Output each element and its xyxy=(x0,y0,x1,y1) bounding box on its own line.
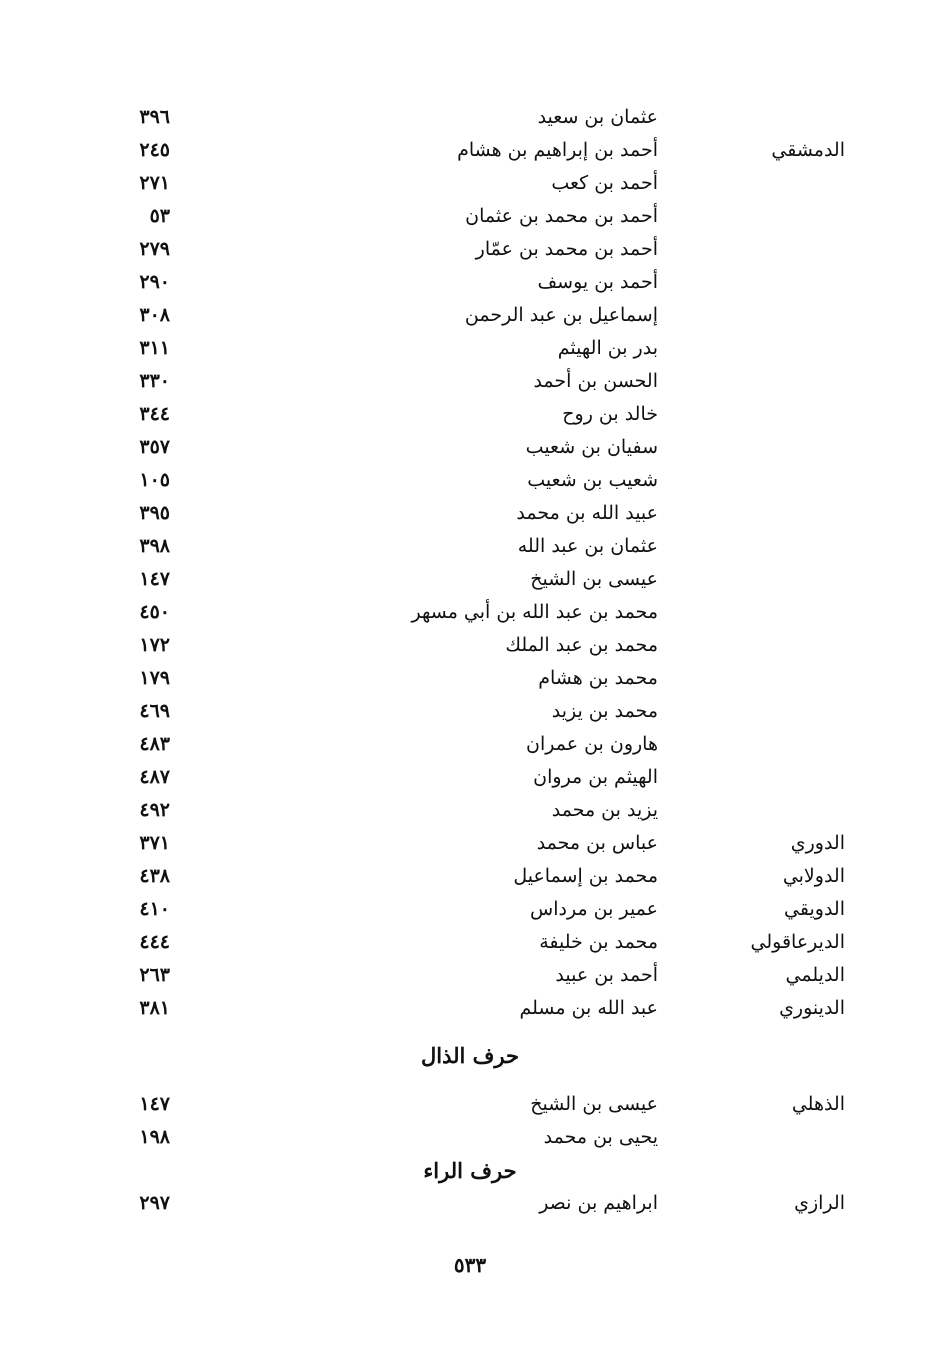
entry-name: محمد بن يزيد xyxy=(551,700,658,722)
index-entry xyxy=(0,530,940,563)
index-entry xyxy=(0,629,940,662)
entry-page-number: ١٧٢ xyxy=(139,634,170,656)
entry-page-number: ١٤٧ xyxy=(139,1093,170,1115)
entry-page-number: ٤٨٣ xyxy=(139,733,170,755)
entry-nisba: الدمشقي xyxy=(771,139,845,161)
entry-page-number: ٣١١ xyxy=(139,337,170,359)
index-entry xyxy=(0,167,940,200)
entry-name: أحمد بن محمد بن عمّار xyxy=(475,238,658,260)
entry-page-number: ٣٣٠ xyxy=(139,370,170,392)
entry-nisba: الدوري xyxy=(790,832,845,854)
entry-page-number: ١٧٩ xyxy=(139,667,170,689)
entry-name: عثمان بن عبد الله xyxy=(517,535,658,557)
entry-page-number: ٢٧٩ xyxy=(139,238,170,260)
entry-page-number: ٣٤٤ xyxy=(139,403,170,425)
entry-page-number: ١٠٥ xyxy=(139,469,170,491)
entry-name: عيسى بن الشيخ xyxy=(530,568,658,590)
index-entry xyxy=(0,728,940,761)
entry-page-number: ٤٤٤ xyxy=(139,931,170,953)
index-entry xyxy=(0,959,940,992)
entry-nisba: الدينوري xyxy=(779,997,845,1019)
page-number: ٥٣٣ xyxy=(453,1253,487,1277)
entry-name: يزيد بن محمد xyxy=(551,799,658,821)
entry-nisba: الديرعاقولي xyxy=(750,931,845,953)
entry-page-number: ٢٩٠ xyxy=(139,271,170,293)
entry-page-number: ٤٥٠ xyxy=(139,601,170,623)
entry-name: شعيب بن شعيب xyxy=(527,469,658,491)
entry-name: بدر بن الهيثم xyxy=(557,337,658,359)
entry-name: خالد بن روح xyxy=(562,403,658,425)
entry-name: أحمد بن كعب xyxy=(551,172,658,194)
entry-page-number: ٣٠٨ xyxy=(139,304,170,326)
entry-name: ابراهيم بن نصر xyxy=(539,1192,658,1214)
index-entry xyxy=(0,431,940,464)
entry-name: محمد بن عبد الملك xyxy=(505,634,658,656)
index-entry xyxy=(0,398,940,431)
entry-page-number: ٣٧١ xyxy=(139,832,170,854)
entry-page-number: ٤٦٩ xyxy=(139,700,170,722)
index-entry xyxy=(0,134,940,167)
index-entry xyxy=(0,332,940,365)
index-entry xyxy=(0,794,940,827)
entry-name: هارون بن عمران xyxy=(526,733,658,755)
entry-name: إسماعيل بن عبد الرحمن xyxy=(464,304,658,326)
index-entry xyxy=(0,299,940,332)
section-heading-dhal: حرف الذال xyxy=(421,1043,519,1068)
entry-page-number: ٤٨٧ xyxy=(139,766,170,788)
index-entry xyxy=(0,497,940,530)
entry-page-number: ٥٣ xyxy=(149,205,170,227)
index-entry xyxy=(0,563,940,596)
index-entry xyxy=(0,662,940,695)
entry-page-number: ٣٩٥ xyxy=(139,502,170,524)
index-entry xyxy=(0,860,940,893)
entry-name: سفيان بن شعيب xyxy=(525,436,658,458)
entry-name: عثمان بن سعيد xyxy=(537,106,658,128)
index-entry xyxy=(0,365,940,398)
entry-name: عبيد الله بن محمد xyxy=(516,502,658,524)
index-entry xyxy=(0,464,940,497)
entry-nisba: الرازي xyxy=(794,1192,845,1214)
entry-nisba: الذهلي xyxy=(791,1093,845,1115)
index-entry xyxy=(0,233,940,266)
index-entry xyxy=(0,695,940,728)
entry-name: محمد بن إسماعيل xyxy=(513,865,658,887)
entry-name: الهيثم بن مروان xyxy=(533,766,658,788)
entry-name: أحمد بن عبيد xyxy=(555,964,658,986)
index-entry xyxy=(0,1088,940,1121)
entry-page-number: ٢٤٥ xyxy=(139,139,170,161)
entry-page-number: ٣٩٦ xyxy=(139,106,170,128)
entry-nisba: الديلمي xyxy=(785,964,845,986)
index-entry xyxy=(0,1121,940,1154)
entry-page-number: ٤١٠ xyxy=(139,898,170,920)
index-entry xyxy=(0,596,940,629)
index-entry xyxy=(0,200,940,233)
entry-page-number: ٣٨١ xyxy=(139,997,170,1019)
entry-page-number: ٢٩٧ xyxy=(139,1192,170,1214)
entry-name: عيسى بن الشيخ xyxy=(530,1093,658,1115)
index-entry xyxy=(0,992,940,1025)
index-entry xyxy=(0,761,940,794)
entry-page-number: ٢٧١ xyxy=(139,172,170,194)
entry-page-number: ٢٦٣ xyxy=(139,964,170,986)
entry-page-number: ٤٩٢ xyxy=(139,799,170,821)
entry-name: أحمد بن محمد بن عثمان xyxy=(465,205,658,227)
index-entry xyxy=(0,926,940,959)
entry-name: أحمد بن يوسف xyxy=(537,271,658,293)
entry-name: يحيى بن محمد xyxy=(543,1126,658,1148)
section-heading-ra: حرف الراء xyxy=(423,1158,517,1183)
entry-page-number: ١٩٨ xyxy=(139,1126,170,1148)
index-entry xyxy=(0,101,940,134)
entry-page-number: ٣٥٧ xyxy=(139,436,170,458)
entry-page-number: ٤٣٨ xyxy=(139,865,170,887)
entry-name: عبد الله بن مسلم xyxy=(519,997,658,1019)
index-entry xyxy=(0,1187,940,1220)
entry-nisba: الدولابي xyxy=(782,865,845,887)
entry-name: أحمد بن إبراهيم بن هشام xyxy=(457,139,658,161)
entry-name: الحسن بن أحمد xyxy=(533,370,658,392)
entry-name: عباس بن محمد xyxy=(536,832,658,854)
entry-page-number: ١٤٧ xyxy=(139,568,170,590)
entry-name: محمد بن خليفة xyxy=(539,931,658,953)
index-entry xyxy=(0,893,940,926)
entry-name: محمد بن هشام xyxy=(538,667,658,689)
entry-page-number: ٣٩٨ xyxy=(139,535,170,557)
entry-name: محمد بن عبد الله بن أبي مسهر xyxy=(411,601,658,623)
index-entry xyxy=(0,266,940,299)
entry-nisba: الدويقي xyxy=(784,898,845,920)
entry-name: عمير بن مرداس xyxy=(530,898,658,920)
index-entry xyxy=(0,827,940,860)
